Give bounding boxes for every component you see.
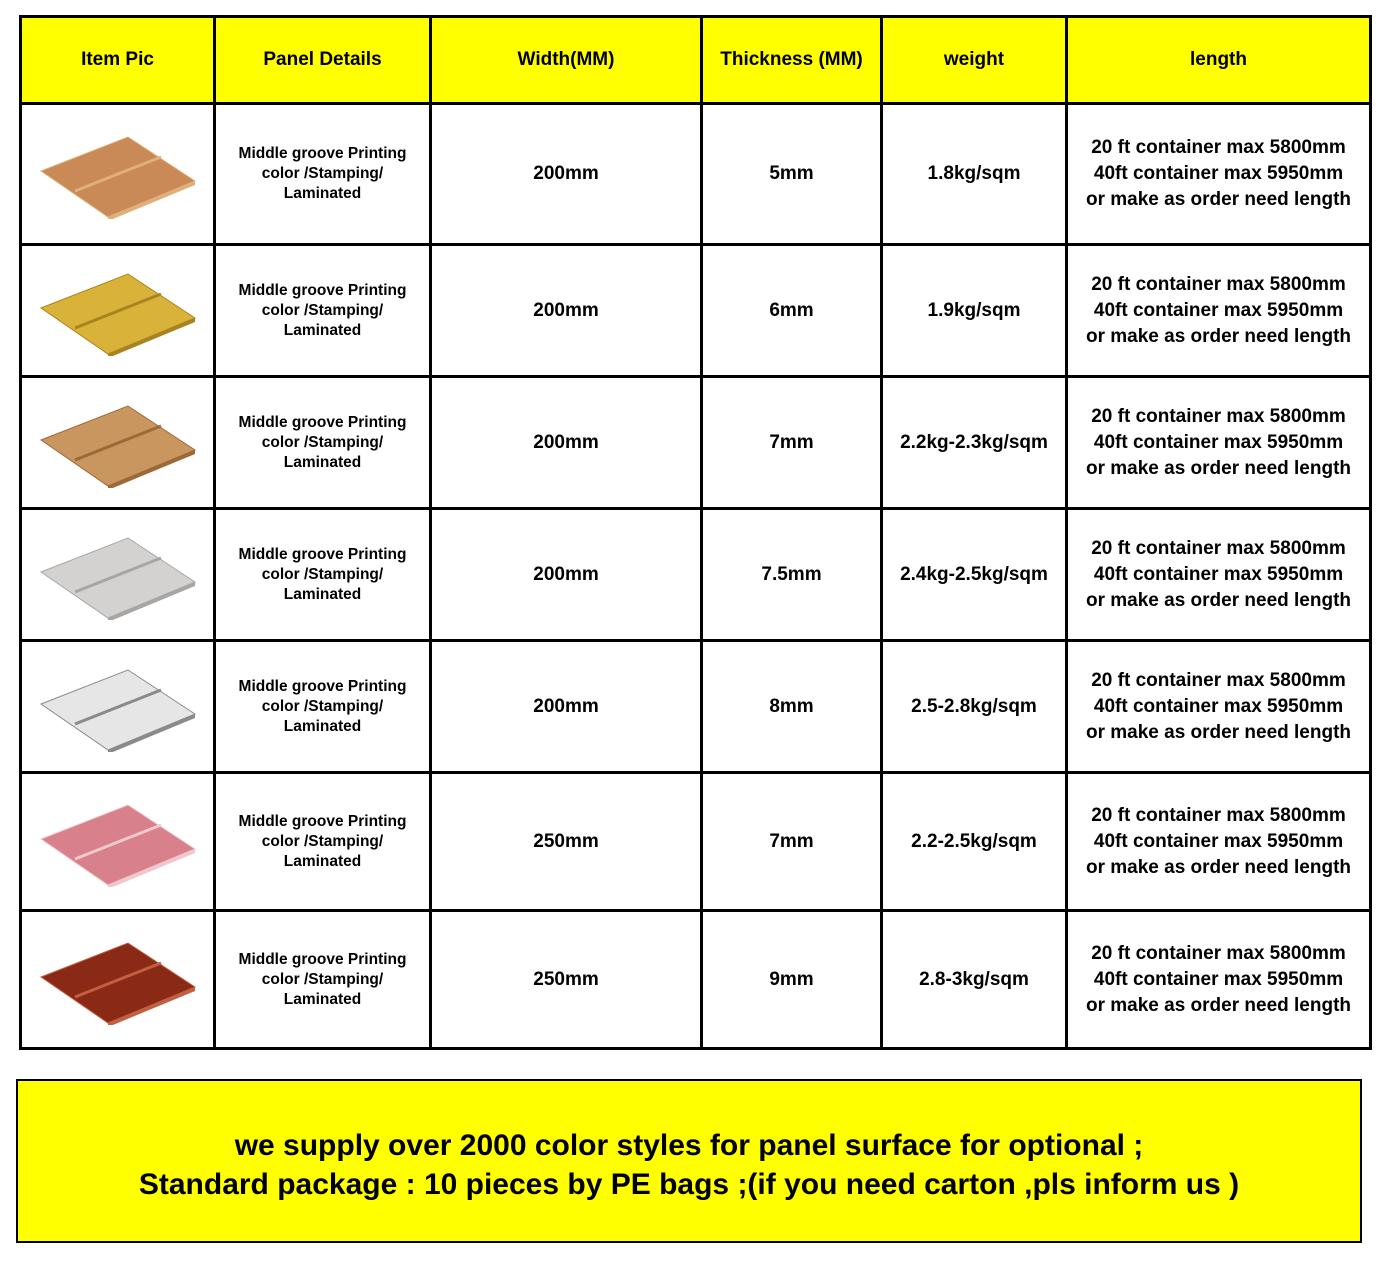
panel-details-cell	[215, 773, 431, 911]
panel-details-cell	[215, 641, 431, 773]
width-cell: 200mm	[431, 377, 702, 509]
panel-details-line: color /Stamping/	[261, 165, 384, 182]
panel-details-cell	[215, 245, 431, 377]
width-cell: 200mm	[431, 104, 702, 245]
length-line: or make as order need length	[1085, 189, 1352, 210]
length-cell	[1067, 641, 1371, 773]
length-line: 40ft container max 5950mm	[1093, 695, 1344, 717]
panel-details-cell	[215, 377, 431, 509]
panel-details-line: Middle groove Printing	[238, 145, 407, 162]
footer-note	[16, 1079, 1362, 1243]
length-line: 40ft container max 5950mm	[1093, 968, 1344, 990]
panel-details-line: Laminated	[283, 717, 362, 735]
length-line: 20 ft container max 5800mm	[1091, 405, 1346, 427]
length-cell	[1067, 911, 1371, 1049]
panel-details-cell	[215, 509, 431, 641]
footer-line-1: we supply over 2000 color styles for panel surface for optional ;	[234, 1129, 1144, 1162]
length-cell	[1067, 377, 1371, 509]
weight-cell: 1.8kg/sqm	[882, 104, 1067, 245]
length-line: 20 ft container max 5800mm	[1091, 137, 1346, 158]
length-cell	[1067, 509, 1371, 641]
panel-image	[33, 398, 203, 488]
panel-details-cell	[215, 911, 431, 1049]
thickness-cell: 7mm	[702, 377, 882, 509]
table-row	[21, 641, 1371, 773]
table-row	[21, 911, 1371, 1049]
panel-image	[33, 129, 203, 219]
item-pic-cell	[21, 641, 215, 773]
length-line: 20 ft container max 5800mm	[1091, 273, 1346, 295]
header-length: length	[1067, 17, 1371, 104]
length-line: 40ft container max 5950mm	[1093, 830, 1344, 852]
weight-cell: 2.5-2.8kg/sqm	[882, 641, 1067, 773]
item-pic-cell	[21, 245, 215, 377]
panel-details-line: color /Stamping/	[261, 301, 384, 319]
panel-details-line: color /Stamping/	[261, 832, 384, 850]
length-line: or make as order need length	[1085, 325, 1352, 347]
thickness-cell: 9mm	[702, 911, 882, 1049]
weight-cell: 2.4kg-2.5kg/sqm	[882, 509, 1067, 641]
length-line: or make as order need length	[1085, 721, 1352, 743]
panel-details-line: Laminated	[283, 185, 362, 202]
panel-details-line: Middle groove Printing	[238, 545, 407, 563]
header-item-pic: Item Pic	[21, 17, 215, 104]
panel-details-cell	[215, 104, 431, 245]
item-pic-cell	[21, 911, 215, 1049]
width-cell: 200mm	[431, 509, 702, 641]
panel-image	[33, 797, 203, 887]
length-line: or make as order need length	[1085, 856, 1352, 878]
width-cell: 200mm	[431, 245, 702, 377]
header-weight: weight	[882, 17, 1067, 104]
product-spec-table	[19, 15, 1372, 1050]
table-row	[21, 773, 1371, 911]
length-line: 20 ft container max 5800mm	[1091, 942, 1346, 964]
footer-line-2: Standard package : 10 pieces by PE bags ;(if you need carton ,pls inform us )	[138, 1168, 1240, 1201]
thickness-cell: 8mm	[702, 641, 882, 773]
panel-details-line: Laminated	[283, 321, 362, 339]
table-row	[21, 377, 1371, 509]
header-panel-details: Panel Details	[215, 17, 431, 104]
header-width: Width(MM)	[431, 17, 702, 104]
width-cell: 250mm	[431, 911, 702, 1049]
panel-details-line: color /Stamping/	[261, 970, 384, 988]
thickness-cell: 6mm	[702, 245, 882, 377]
panel-image	[33, 662, 203, 752]
weight-cell: 1.9kg/sqm	[882, 245, 1067, 377]
length-cell	[1067, 104, 1371, 245]
length-line: 40ft container max 5950mm	[1093, 163, 1344, 184]
panel-details-line: Middle groove Printing	[238, 281, 407, 299]
length-line: or make as order need length	[1085, 994, 1352, 1016]
length-cell	[1067, 245, 1371, 377]
weight-cell: 2.2-2.5kg/sqm	[882, 773, 1067, 911]
panel-image	[33, 935, 203, 1025]
length-line: or make as order need length	[1085, 457, 1352, 479]
header-thickness: Thickness (MM)	[702, 17, 882, 104]
panel-details-line: Middle groove Printing	[238, 950, 407, 968]
item-pic-cell	[21, 104, 215, 245]
length-cell	[1067, 773, 1371, 911]
panel-details-line: Middle groove Printing	[238, 413, 407, 431]
panel-details-line: color /Stamping/	[261, 565, 384, 583]
length-line: 20 ft container max 5800mm	[1091, 669, 1346, 691]
panel-details-line: color /Stamping/	[261, 697, 384, 715]
table-row	[21, 245, 1371, 377]
width-cell: 200mm	[431, 641, 702, 773]
length-line: 40ft container max 5950mm	[1093, 563, 1344, 585]
length-line: 40ft container max 5950mm	[1093, 299, 1344, 321]
length-line: 20 ft container max 5800mm	[1091, 537, 1346, 559]
table-row	[21, 509, 1371, 641]
length-line: 40ft container max 5950mm	[1093, 431, 1344, 453]
weight-cell: 2.2kg-2.3kg/sqm	[882, 377, 1067, 509]
thickness-cell: 5mm	[702, 104, 882, 245]
item-pic-cell	[21, 377, 215, 509]
panel-details-line: Middle groove Printing	[238, 677, 407, 695]
length-line: or make as order need length	[1085, 589, 1352, 611]
panel-details-line: Laminated	[283, 852, 362, 870]
panel-image	[33, 530, 203, 620]
length-line: 20 ft container max 5800mm	[1091, 804, 1346, 826]
weight-cell: 2.8-3kg/sqm	[882, 911, 1067, 1049]
panel-image	[33, 266, 203, 356]
panel-details-line: color /Stamping/	[261, 433, 384, 451]
item-pic-cell	[21, 509, 215, 641]
panel-details-line: Laminated	[283, 453, 362, 471]
item-pic-cell	[21, 773, 215, 911]
panel-details-line: Laminated	[283, 990, 362, 1008]
table-row	[21, 104, 1371, 245]
thickness-cell: 7.5mm	[702, 509, 882, 641]
panel-details-line: Middle groove Printing	[238, 812, 407, 830]
width-cell: 250mm	[431, 773, 702, 911]
panel-details-line: Laminated	[283, 585, 362, 603]
thickness-cell: 7mm	[702, 773, 882, 911]
header-row	[21, 17, 1371, 104]
